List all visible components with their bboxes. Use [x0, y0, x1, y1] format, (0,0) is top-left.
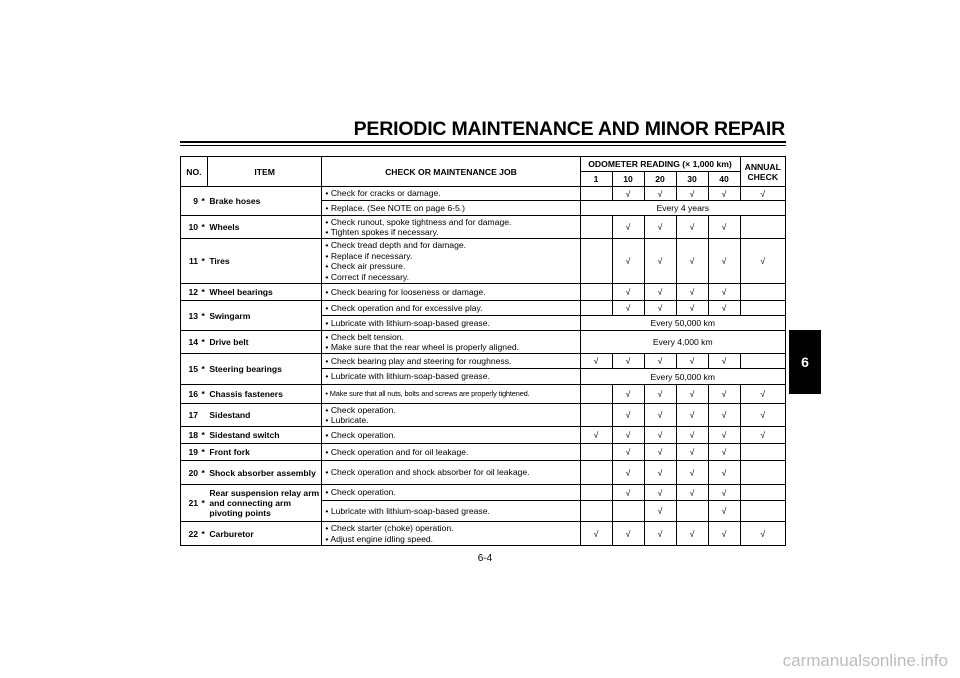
header-odo-col: 1 — [580, 172, 612, 187]
odometer-check-cell: √ — [612, 187, 644, 201]
page-title: PERIODIC MAINTENANCE AND MINOR REPAIR — [353, 118, 785, 140]
row-star: * — [199, 485, 207, 522]
row-job — [322, 201, 580, 216]
row-item: Wheels — [207, 216, 322, 239]
row-job — [322, 331, 580, 354]
odometer-check-cell: √ — [644, 216, 676, 239]
odometer-check-cell: √ — [676, 522, 708, 546]
table-row — [181, 461, 786, 485]
odometer-check-cell — [580, 444, 612, 461]
odometer-check-cell: √ — [612, 404, 644, 427]
row-item: Tires — [207, 239, 322, 284]
job-line: • Check bearing for looseness or damage. — [325, 286, 486, 297]
odometer-check-cell — [580, 404, 612, 427]
row-number: 18 — [181, 427, 200, 444]
row-job — [322, 354, 580, 369]
annual-check-cell: √ — [740, 239, 785, 284]
odometer-check-cell: √ — [676, 239, 708, 284]
row-job — [322, 239, 580, 284]
job-line: • Check air pressure. — [325, 261, 406, 271]
job-line: • Lubricate with lithium-soap-based grease. — [325, 371, 490, 382]
odometer-check-cell — [580, 385, 612, 404]
odometer-check-cell: √ — [708, 385, 740, 404]
row-number: 15 — [181, 354, 200, 385]
job-line: • Correct if necessary. — [325, 271, 409, 282]
row-star — [199, 404, 207, 427]
row-item: Sidestand switch — [207, 427, 322, 444]
table-row — [181, 301, 786, 316]
odometer-check-cell — [580, 301, 612, 316]
odometer-check-cell: √ — [612, 301, 644, 316]
annual-check-cell — [740, 485, 785, 501]
row-star: * — [199, 301, 207, 331]
row-star: * — [199, 354, 207, 385]
odometer-check-cell: √ — [676, 404, 708, 427]
row-job — [322, 316, 580, 331]
annual-check-cell: √ — [740, 522, 785, 546]
row-star: * — [199, 461, 207, 485]
job-line: • Lubricate. — [325, 415, 369, 425]
interval-cell: Every 50,000 km — [580, 316, 785, 331]
table-row — [181, 216, 786, 239]
odometer-check-cell: √ — [612, 284, 644, 301]
row-job — [322, 301, 580, 316]
row-job — [322, 284, 580, 301]
job-line: • Make sure that the rear wheel is properly aligned. — [325, 342, 520, 352]
odometer-check-cell: √ — [612, 485, 644, 501]
odometer-check-cell: √ — [676, 444, 708, 461]
odometer-check-cell — [580, 187, 612, 201]
odometer-check-cell: √ — [676, 284, 708, 301]
table-row — [181, 187, 786, 201]
odometer-check-cell: √ — [644, 385, 676, 404]
odometer-check-cell: √ — [612, 385, 644, 404]
odometer-check-cell: √ — [644, 427, 676, 444]
row-job — [322, 369, 580, 385]
job-line: • Check operation and for oil leakage. — [325, 446, 469, 457]
title-rule-thin — [180, 145, 786, 146]
row-job — [322, 444, 580, 461]
odometer-check-cell: √ — [676, 216, 708, 239]
job-line: • Check operation and for excessive play. — [325, 302, 483, 313]
row-number: 21 — [181, 485, 200, 522]
row-item: Wheel bearings — [207, 284, 322, 301]
odometer-check-cell: √ — [612, 522, 644, 546]
odometer-check-cell: √ — [708, 522, 740, 546]
row-star: * — [199, 427, 207, 444]
row-job — [322, 485, 580, 501]
table-row — [181, 354, 786, 369]
odometer-check-cell — [612, 501, 644, 522]
annual-check-cell — [740, 354, 785, 369]
odometer-check-cell — [580, 485, 612, 501]
header-odo-col: 10 — [612, 172, 644, 187]
page-number: 6-4 — [477, 553, 493, 564]
row-job — [322, 187, 580, 201]
row-star: * — [199, 522, 207, 546]
job-line: • Check operation. — [325, 429, 396, 440]
odometer-check-cell: √ — [708, 187, 740, 201]
row-number: 9 — [181, 187, 200, 216]
job-line: • Check starter (choke) operation. — [325, 523, 454, 533]
header-odo-col: 20 — [644, 172, 676, 187]
odometer-check-cell: √ — [644, 485, 676, 501]
odometer-check-cell: √ — [580, 354, 612, 369]
odometer-check-cell: √ — [644, 187, 676, 201]
row-number: 12 — [181, 284, 200, 301]
interval-cell: Every 4,000 km — [580, 331, 785, 354]
odometer-check-cell — [676, 501, 708, 522]
odometer-check-cell: √ — [708, 404, 740, 427]
job-line: • Tighten spokes if necessary. — [325, 227, 439, 237]
annual-check-cell — [740, 284, 785, 301]
row-job — [322, 461, 580, 485]
row-item: Steering bearings — [207, 354, 322, 385]
header-annual: ANNUAL CHECK — [740, 157, 785, 187]
row-item: Carburetor — [207, 522, 322, 546]
interval-cell: Every 4 years — [580, 201, 785, 216]
odometer-check-cell — [580, 284, 612, 301]
annual-check-cell — [740, 501, 785, 522]
odometer-check-cell: √ — [708, 301, 740, 316]
row-number: 10 — [181, 216, 200, 239]
row-star: * — [199, 239, 207, 284]
table-row — [181, 385, 786, 404]
annual-check-cell — [740, 216, 785, 239]
odometer-check-cell: √ — [644, 239, 676, 284]
row-star: * — [199, 444, 207, 461]
odometer-check-cell: √ — [676, 485, 708, 501]
table-row — [181, 485, 786, 501]
maintenance-rows — [181, 187, 786, 546]
job-line: • Check operation. — [325, 404, 396, 415]
row-item: Front fork — [207, 444, 322, 461]
odometer-check-cell: √ — [644, 522, 676, 546]
odometer-check-cell: √ — [644, 404, 676, 427]
header-odo-col: 40 — [708, 172, 740, 187]
odometer-check-cell: √ — [708, 501, 740, 522]
odometer-check-cell: √ — [612, 239, 644, 284]
table-row — [181, 404, 786, 427]
header-no: NO. — [181, 157, 208, 187]
header-item: ITEM — [207, 157, 322, 187]
job-line: • Check runout, spoke tightness and for damage. — [325, 216, 512, 227]
job-line: • Replace if necessary. — [325, 250, 413, 261]
row-job — [322, 427, 580, 444]
maintenance-table — [180, 156, 786, 546]
header-odo-col: 30 — [676, 172, 708, 187]
annual-check-cell: √ — [740, 385, 785, 404]
odometer-check-cell: √ — [676, 301, 708, 316]
annual-check-cell: √ — [740, 427, 785, 444]
odometer-check-cell: √ — [644, 501, 676, 522]
odometer-check-cell: √ — [708, 216, 740, 239]
odometer-check-cell: √ — [708, 354, 740, 369]
row-item: Rear suspension relay arm and connecting arm pivoting points — [207, 485, 322, 522]
job-line: • Check belt tension. — [325, 331, 404, 342]
odometer-check-cell: √ — [708, 485, 740, 501]
row-number: 20 — [181, 461, 200, 485]
odometer-check-cell: √ — [612, 354, 644, 369]
row-item: Sidestand — [207, 404, 322, 427]
job-line: • Check operation and shock absorber for oil leakage. — [325, 467, 530, 478]
job-line: • Replace. (See NOTE on page 6-5.) — [325, 202, 466, 213]
odometer-check-cell: √ — [708, 239, 740, 284]
odometer-check-cell: √ — [612, 216, 644, 239]
row-item: Brake hoses — [207, 187, 322, 216]
watermark: carmanualsonline.info — [782, 651, 948, 670]
row-item: Shock absorber assembly — [207, 461, 322, 485]
row-item: Chassis fasteners — [207, 385, 322, 404]
row-star: * — [199, 331, 207, 354]
job-line: • Check for cracks or damage. — [325, 188, 441, 199]
odometer-check-cell: √ — [708, 444, 740, 461]
row-number: 14 — [181, 331, 200, 354]
odometer-check-cell — [580, 216, 612, 239]
title-rule — [180, 141, 786, 143]
annual-check-cell: √ — [740, 187, 785, 201]
row-number: 11 — [181, 239, 200, 284]
job-line: • Check tread depth and for damage. — [325, 240, 467, 250]
job-line: • Check bearing play and steering for roughness. — [325, 355, 512, 366]
odometer-check-cell: √ — [676, 385, 708, 404]
row-job — [322, 216, 580, 239]
odometer-check-cell: √ — [580, 427, 612, 444]
row-number: 17 — [181, 404, 200, 427]
table-row — [181, 331, 786, 354]
row-item: Swingarm — [207, 301, 322, 331]
interval-cell: Every 50,000 km — [580, 369, 785, 385]
row-job — [322, 385, 580, 404]
annual-check-cell: √ — [740, 404, 785, 427]
table-row — [181, 284, 786, 301]
odometer-check-cell — [580, 501, 612, 522]
odometer-check-cell: √ — [708, 427, 740, 444]
odometer-check-cell: √ — [676, 354, 708, 369]
row-job — [322, 404, 580, 427]
row-number: 16 — [181, 385, 200, 404]
odometer-check-cell: √ — [612, 461, 644, 485]
odometer-check-cell: √ — [644, 354, 676, 369]
row-star: * — [199, 385, 207, 404]
table-row — [181, 444, 786, 461]
row-number: 19 — [181, 444, 200, 461]
odometer-check-cell: √ — [676, 461, 708, 485]
job-line: • Adjust engine idling speed. — [325, 533, 434, 544]
header-odometer: ODOMETER READING (× 1,000 km) — [580, 157, 740, 172]
odometer-check-cell: √ — [580, 522, 612, 546]
row-number: 22 — [181, 522, 200, 546]
odometer-check-cell: √ — [644, 461, 676, 485]
odometer-check-cell — [580, 461, 612, 485]
row-item: Drive belt — [207, 331, 322, 354]
job-line: • Lubricate with lithium-soap-based grease. — [325, 317, 490, 328]
odometer-check-cell: √ — [708, 284, 740, 301]
odometer-check-cell: √ — [708, 461, 740, 485]
row-job — [322, 501, 580, 522]
table-row — [181, 239, 786, 284]
job-line: • Make sure that all nuts, bolts and screws are properly tightened. — [325, 388, 530, 398]
row-job — [322, 522, 580, 546]
table-row — [181, 522, 786, 546]
odometer-check-cell: √ — [676, 187, 708, 201]
odometer-check-cell: √ — [612, 444, 644, 461]
row-star: * — [199, 284, 207, 301]
chapter-tab: 6 — [789, 330, 821, 394]
odometer-check-cell: √ — [644, 301, 676, 316]
annual-check-cell — [740, 301, 785, 316]
odometer-check-cell: √ — [644, 284, 676, 301]
row-number: 13 — [181, 301, 200, 331]
job-line: • Lubricate with lithium-soap-based grease. — [325, 505, 490, 516]
annual-check-cell — [740, 461, 785, 485]
row-star: * — [199, 187, 207, 216]
header-job: CHECK OR MAINTENANCE JOB — [322, 157, 580, 187]
table-row — [181, 427, 786, 444]
row-star: * — [199, 216, 207, 239]
odometer-check-cell: √ — [676, 427, 708, 444]
odometer-check-cell — [580, 239, 612, 284]
annual-check-cell — [740, 444, 785, 461]
odometer-check-cell: √ — [612, 427, 644, 444]
job-line: • Check operation. — [325, 487, 396, 498]
odometer-check-cell: √ — [644, 444, 676, 461]
